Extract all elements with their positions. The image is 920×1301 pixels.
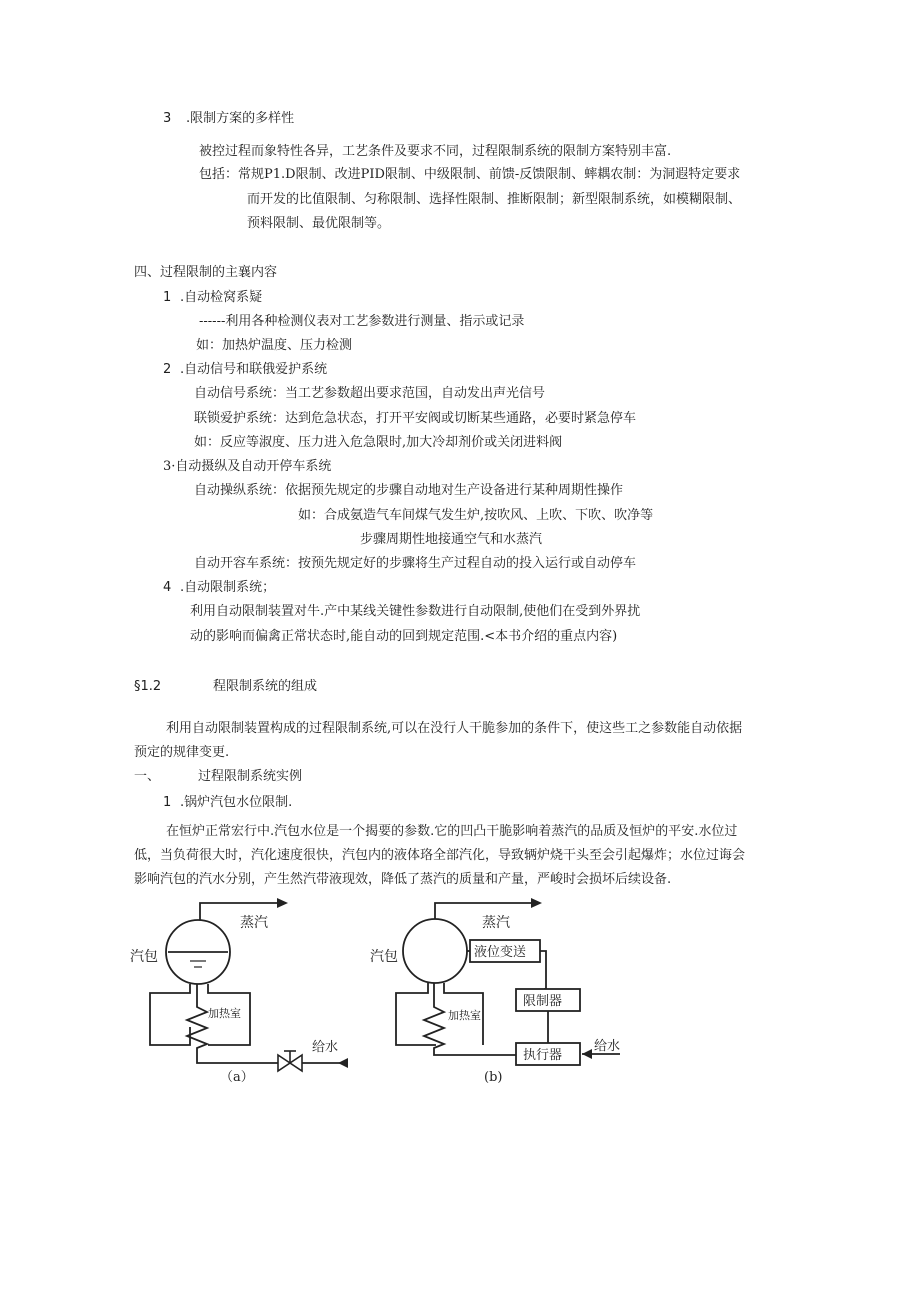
part4-item3-title: 3·自动摄纵及自动开停车系统 <box>163 459 332 474</box>
section12-title: 程限制系统的组成 <box>213 679 318 694</box>
part4-item2-number: 2 <box>163 362 172 377</box>
subsection-title: 过程限制系统实例 <box>198 769 303 784</box>
figure-a <box>130 895 360 1090</box>
feed-arrow-icon <box>582 1049 592 1059</box>
drum-vessel <box>403 919 467 983</box>
part4-item2-title: .自动信号和联俄爱护系统 <box>180 362 328 377</box>
part4-item2-line1: 自动信号系统：当工艺参数超出要求范国，自动发出声光信号 <box>194 386 546 401</box>
part4-item4-title: .自动限制系统； <box>180 580 276 595</box>
section3-para2-line1: 包括：常规P1.D限制、改进PID限制、中级限制、前馈-反馈限制、蟀耦农制：为洞遐特定要求 <box>199 167 741 182</box>
part4-item1-line1: ------利用各种检测仪表对工艺参数进行测量、指示或记录 <box>199 314 525 329</box>
section12-intro-line2: 预定的规律变更. <box>134 745 230 760</box>
caption-b: (b) <box>484 1070 503 1085</box>
part4-item1-title: .自动检窝系疑 <box>180 290 263 305</box>
part4-item3-line2: 如：合成氨造气车间煤气发生炉,按吹风、上吹、下吹、吹净等 <box>298 508 654 523</box>
part4-item3-line3: 步骤周期性地接通空气和水蒸汽 <box>360 532 543 547</box>
section3-title: .限制方案的多样性 <box>186 111 295 126</box>
steam-arrow-icon <box>277 898 288 908</box>
figure-b <box>370 895 640 1090</box>
example-title: .锅炉汽包水位限制. <box>180 795 293 810</box>
label-heater: 加热室 <box>448 1009 481 1022</box>
label-drum: 汽包 <box>370 949 398 965</box>
part4-item4-number: 4 <box>163 580 172 595</box>
example-body-line2: 低，当负荷很大时，汽化速度很快，汽包内的液体珞全部汽化，导致辆炉烧干头至会引起爆炸；水位过诲会 <box>134 848 746 863</box>
valve-icon <box>278 1051 302 1071</box>
part4-item4-line1: 利用自动限制装置对牛.产中某线关键性参数进行自动限制,使他们在受到外界扰 <box>190 604 641 619</box>
label-controller: 限制器 <box>523 994 563 1009</box>
steam-arrow-icon <box>531 898 542 908</box>
part4-item3-line1: 自动操纵系统：依据预先规定的步骤自动地对生产设备进行某种周期性操作 <box>194 483 624 498</box>
example-number: 1 <box>163 795 172 810</box>
label-feed: 给水 <box>312 1040 339 1055</box>
label-transmitter: 液位变送 <box>474 945 527 960</box>
label-actuator: 执行器 <box>523 1048 563 1063</box>
part4-item4-line2: 动的影响而偏禽正常状态时,能自动的回到规定范围.<本书介绍的重点内容) <box>190 629 618 644</box>
label-feed: 给水 <box>594 1039 621 1054</box>
example-body-line1: 在恒炉正常宏行中.汽包水位是一个揭要的参数.它的凹凸干脆影响着蒸汽的品质及恒炉的平安.水位过 <box>166 824 738 839</box>
label-steam: 蒸汽 <box>482 915 510 931</box>
section12-intro-line1: 利用自动限制装置构成的过程限制系统,可以在没行人干脆参加的条件下，使这些工之参数能自动依据 <box>166 721 743 736</box>
label-heater: 加热室 <box>208 1007 241 1020</box>
section3-para2-line2: 而开发的比值限制、匀称限制、选择性限制、推断限制；新型限制系统，如模糊限制、 <box>247 192 742 207</box>
section12-number: §1.2 <box>134 679 162 694</box>
part4-heading: 四、过程限制的主襄内容 <box>134 265 278 280</box>
label-drum: 汽包 <box>130 949 158 965</box>
label-steam: 蒸汽 <box>240 915 268 931</box>
section3-para2-line3: 预料限制、最优限制等。 <box>247 216 391 231</box>
caption-a: （a） <box>220 1070 254 1085</box>
feed-arrow-icon <box>338 1058 348 1068</box>
part4-item1-line2: 如：加热炉温度、压力检测 <box>196 338 353 353</box>
part4-item2-line3: 如：反应等淑度、压力进入危急限时,加大冷却剂价或关闭进料阀 <box>194 435 563 450</box>
section3-number: 3 <box>163 111 172 126</box>
subsection-number: 一、 <box>134 769 161 784</box>
part4-item3-line4: 自动开容车系统：按预先规定好的步骤将生产过程自动的投入运行或自动停车 <box>194 556 637 571</box>
part4-item1-number: 1 <box>163 290 172 305</box>
part4-item2-line2: 联锁爱护系统：达到危急状态，打开平安阀或切断某些通路，必要时紧急停车 <box>194 411 637 426</box>
example-body-line3: 影响汽包的汽水分别，产生然汽带液现效，降低了蒸汽的质量和产量，严峻时会损坏后续设备. <box>134 872 672 887</box>
section3-para1: 被控过程而象特性各异，工艺条件及要求不同，过程限制系统的限制方案特别丰富. <box>199 144 672 159</box>
